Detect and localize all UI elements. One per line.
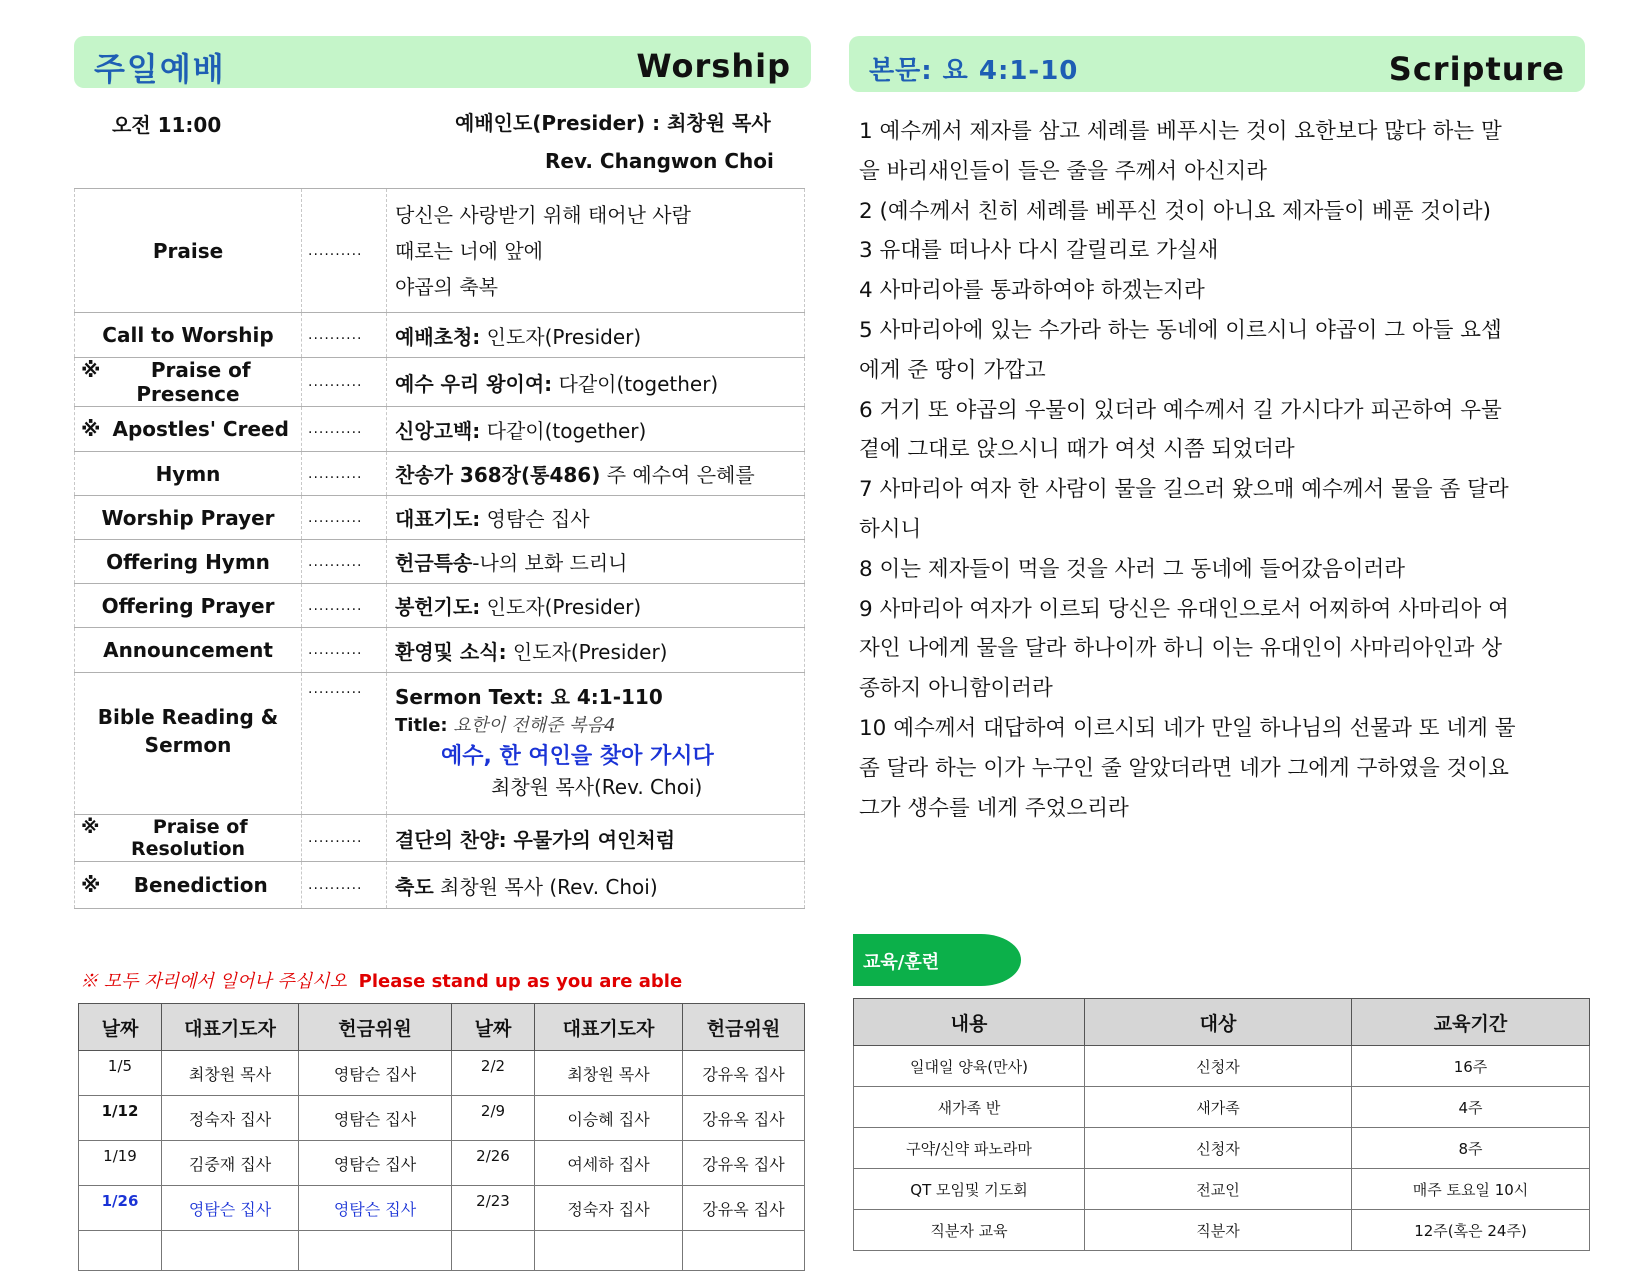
order-item-detail <box>387 358 805 407</box>
scripture-line: 4 사마리아를 통과하여야 하겠는지라 <box>859 278 1205 304</box>
worship-title-en: Worship <box>636 47 791 85</box>
sermon-series: 요한이 전해준 복음4 <box>453 715 616 736</box>
schedule-offering: 강유옥 집사 <box>683 1141 805 1186</box>
dot-leader: .......... <box>302 189 387 313</box>
schedule-date: 2/2 <box>452 1051 535 1096</box>
order-row <box>75 452 805 496</box>
scripture-line: 7 사마리아 여자 한 사람이 물을 길으러 왔으매 예수께서 물을 좀 달라 <box>859 477 1509 503</box>
education-duration: 4주 <box>1352 1087 1590 1128</box>
scripture-line: 하시니 <box>859 516 922 542</box>
scripture-line: 곁에 그대로 앉으시니 때가 여섯 시쯤 되었더라 <box>859 437 1295 463</box>
detail-text: -나의 보화 드리니 <box>472 551 628 575</box>
scripture-line: 3 유대를 떠나사 다시 갈릴리로 가실새 <box>859 238 1219 264</box>
schedule-date: 2/9 <box>452 1096 535 1141</box>
order-item-detail <box>387 540 805 584</box>
stand-mark: ※ <box>81 873 101 897</box>
education-content: 새가족 반 <box>854 1087 1085 1128</box>
order-item-label: Benediction <box>133 873 268 897</box>
order-item-name: Offering Prayer <box>75 584 302 628</box>
order-row <box>75 540 805 584</box>
scripture-title-en: Scripture <box>1388 50 1565 88</box>
stand-mark: ※ <box>81 417 101 441</box>
education-content: 구약/신약 파노라마 <box>854 1128 1085 1169</box>
order-row <box>75 862 805 909</box>
order-item-name: Call to Worship <box>75 313 302 358</box>
order-item-detail <box>387 452 805 496</box>
schedule-prayer: 최창원 목사 <box>535 1051 683 1096</box>
dot-leader: .......... <box>302 673 387 815</box>
sermon-label-line: Bible Reading & <box>97 705 279 729</box>
dot-leader: .......... <box>302 358 387 407</box>
schedule-prayer: 영탐슨 집사 <box>162 1186 299 1231</box>
order-item-name <box>75 862 302 909</box>
education-content: QT 모임및 기도회 <box>854 1169 1085 1210</box>
praise-song: 때로는 너에 앞에 <box>395 238 543 263</box>
education-table <box>853 998 1590 1251</box>
detail-bold: 헌금특송 <box>395 551 473 575</box>
stand-note-en: Please stand up as you are able <box>358 971 683 992</box>
education-duration: 12주(혹은 24주) <box>1352 1210 1590 1251</box>
detail-bold: 봉헌기도: <box>395 595 481 619</box>
schedule-prayer: 정숙자 집사 <box>535 1186 683 1231</box>
education-duration: 8주 <box>1352 1128 1590 1169</box>
schedule-prayer: 여세하 집사 <box>535 1141 683 1186</box>
detail-text: 인도자(Presider) <box>480 595 642 619</box>
order-row <box>75 407 805 452</box>
sermon-detail <box>387 673 805 815</box>
dot-leader: .......... <box>302 628 387 673</box>
schedule-offering: 강유옥 집사 <box>683 1051 805 1096</box>
education-target: 직분자 <box>1085 1210 1352 1251</box>
detail-text: 다같이(together) <box>552 371 719 396</box>
scripture-line: 1 예수께서 제자를 삼고 세례를 베푸시는 것이 요한보다 많다 하는 말 <box>859 119 1502 144</box>
education-row <box>854 1169 1590 1210</box>
order-item-name <box>75 815 302 862</box>
schedule-offering: 영탐슨 집사 <box>299 1186 452 1231</box>
education-content: 일대일 양육(만사) <box>854 1046 1085 1087</box>
detail-bold: 축도 <box>395 874 434 899</box>
scripture-line: 2 (예수께서 친히 세례를 베푸신 것이 아니요 제자들이 베푼 것이라) <box>859 198 1491 224</box>
schedule-date: 1/19 <box>79 1141 162 1186</box>
schedule-cell <box>683 1231 805 1271</box>
detail-text: 인도자(Presider) <box>480 324 642 349</box>
schedule-header: 헌금위원 <box>683 1004 805 1051</box>
order-row <box>75 584 805 628</box>
schedule-row <box>79 1141 805 1186</box>
education-row <box>854 1128 1590 1169</box>
schedule-cell <box>452 1231 535 1271</box>
title-label: Title: <box>395 715 448 736</box>
schedule-row <box>79 1096 805 1141</box>
order-of-worship-table <box>74 188 805 909</box>
schedule-date: 1/5 <box>79 1051 162 1096</box>
dot-leader: .......... <box>302 313 387 358</box>
schedule-row-empty <box>79 1231 805 1271</box>
schedule-cell <box>535 1231 683 1271</box>
schedule-prayer: 정숙자 집사 <box>162 1096 299 1141</box>
schedule-offering: 강유옥 집사 <box>683 1096 805 1141</box>
order-row <box>75 189 805 313</box>
detail-text: 인도자(Presider) <box>506 639 668 664</box>
worship-header <box>74 36 811 88</box>
schedule-header: 날짜 <box>452 1004 535 1051</box>
schedule-header: 대표기도자 <box>162 1004 299 1051</box>
schedule-offering: 영탐슨 집사 <box>299 1096 452 1141</box>
stand-note-ko: ※ 모두 자리에서 일어나 주십시오 <box>80 971 347 992</box>
education-duration: 16주 <box>1352 1046 1590 1087</box>
schedule-prayer: 이승혜 집사 <box>535 1096 683 1141</box>
education-target: 신청자 <box>1085 1128 1352 1169</box>
education-content: 직분자 교육 <box>854 1210 1085 1251</box>
order-item-name: Hymn <box>75 452 302 496</box>
scripture-line: 8 이는 제자들이 먹을 것을 사러 그 동네에 들어갔음이러라 <box>859 556 1406 582</box>
schedule-header-row <box>79 1004 805 1051</box>
detail-bold: 환영및 소식: <box>395 639 507 664</box>
order-item-detail <box>387 407 805 452</box>
service-time: 오전 11:00 <box>112 113 222 137</box>
schedule-prayer: 최창원 목사 <box>162 1051 299 1096</box>
sermon-label <box>75 673 302 815</box>
education-tab-label: 교육/훈련 <box>863 952 940 973</box>
detail-bold: 찬송가 368장(통486) <box>395 463 601 487</box>
detail-bold: 대표기도: <box>395 507 481 531</box>
scripture-line: 9 사마리아 여자가 이르되 당신은 유대인으로서 어찌하여 사마리아 여 <box>859 596 1509 622</box>
detail-bold: 예수 우리 왕이여: <box>395 371 553 396</box>
order-row <box>75 358 805 407</box>
schedule-offering: 강유옥 집사 <box>683 1186 805 1231</box>
scripture-line: 자인 나에게 물을 달라 하나이까 하니 이는 유대인이 사마리아인과 상 <box>859 636 1503 662</box>
education-row <box>854 1046 1590 1087</box>
education-target: 새가족 <box>1085 1087 1352 1128</box>
detail-text: 다같이(together) <box>480 418 647 443</box>
education-target: 신청자 <box>1085 1046 1352 1087</box>
detail-text: 영탐슨 집사 <box>480 507 590 531</box>
scripture-line: 을 바리새인들이 들은 줄을 주께서 아신지라 <box>859 158 1268 184</box>
stand-mark: ※ <box>81 358 101 382</box>
scripture-line: 좀 달라 하는 이가 누구인 줄 알았더라면 네가 그에게 구하였을 것이요 <box>859 755 1509 781</box>
order-item-name: Worship Prayer <box>75 496 302 540</box>
order-item-detail <box>387 628 805 673</box>
schedule-date: 1/12 <box>79 1096 162 1141</box>
schedule-header: 대표기도자 <box>535 1004 683 1051</box>
order-row <box>75 815 805 862</box>
sermon-text: Sermon Text: 요 4:1-110 <box>395 685 663 709</box>
scripture-line: 그가 생수를 네게 주었으리라 <box>859 795 1129 821</box>
schedule-cell <box>162 1231 299 1271</box>
schedule-row <box>79 1051 805 1096</box>
education-header: 내용 <box>854 999 1085 1046</box>
schedule-header: 날짜 <box>79 1004 162 1051</box>
education-target: 전교인 <box>1085 1169 1352 1210</box>
order-item-label: Apostles' Creed <box>112 417 289 441</box>
prayer-schedule-table <box>78 1003 805 1271</box>
dot-leader: .......... <box>302 862 387 909</box>
praise-song: 야곱의 축복 <box>395 274 498 299</box>
sermon-title-line <box>395 711 804 739</box>
schedule-prayer: 김중재 집사 <box>162 1141 299 1186</box>
scripture-line: 종하지 아니함이러라 <box>859 676 1053 702</box>
education-header-row <box>854 999 1590 1046</box>
order-item-name <box>75 358 302 407</box>
scripture-line: 5 사마리아에 있는 수가라 하는 동네에 이르시니 야곱이 그 아들 요셉 <box>859 317 1502 343</box>
order-item-detail <box>387 584 805 628</box>
education-header: 대상 <box>1085 999 1352 1046</box>
detail-text: 최창원 목사 (Rev. Choi) <box>433 874 658 899</box>
schedule-row-current <box>79 1186 805 1231</box>
education-row <box>854 1087 1590 1128</box>
presider-label: 예배인도(Presider) : 최창원 목사 <box>455 111 771 135</box>
schedule-offering: 영탐슨 집사 <box>299 1051 452 1096</box>
order-item-detail <box>387 862 805 909</box>
order-item-name: Announcement <box>75 628 302 673</box>
scripture-line: 10 예수께서 대답하여 이르시되 네가 만일 하나님의 선물과 또 네게 물 <box>859 715 1516 741</box>
dot-leader: .......... <box>302 496 387 540</box>
schedule-cell <box>79 1231 162 1271</box>
sermon-label-line: Sermon <box>144 733 232 757</box>
schedule-date: 2/23 <box>452 1186 535 1231</box>
dot-leader: .......... <box>302 540 387 584</box>
order-item-name: Offering Hymn <box>75 540 302 584</box>
detail-bold: 예배초청: <box>395 324 481 349</box>
scripture-line: 6 거기 또 야곱의 우물이 있더라 예수께서 길 가시다가 피곤하여 우물 <box>859 397 1502 423</box>
order-row <box>75 313 805 358</box>
education-duration: 매주 토요일 10시 <box>1352 1169 1590 1210</box>
education-header: 교육기간 <box>1352 999 1590 1046</box>
presider-english: Rev. Changwon Choi <box>545 149 774 173</box>
dot-leader: .......... <box>302 452 387 496</box>
education-row <box>854 1210 1590 1251</box>
schedule-header: 헌금위원 <box>299 1004 452 1051</box>
order-item-label: Praise of Presence <box>136 358 251 406</box>
scripture-line: 에게 준 땅이 가깝고 <box>859 357 1046 383</box>
schedule-cell <box>299 1231 452 1271</box>
detail-bold: 신앙고백: <box>395 418 481 443</box>
order-row <box>75 496 805 540</box>
sermon-preacher: 최창원 목사(Rev. Choi) <box>491 775 703 799</box>
praise-song: 당신은 사랑받기 위해 태어난 사람 <box>395 202 691 227</box>
dot-leader: .......... <box>302 815 387 862</box>
order-item-name: Praise <box>75 189 302 313</box>
order-row-sermon <box>75 673 805 815</box>
order-item-label: Praise of Resolution <box>130 816 248 860</box>
order-row <box>75 628 805 673</box>
dot-leader: .......... <box>302 584 387 628</box>
order-item-detail: 결단의 찬양: 우물가의 여인처럼 <box>387 815 805 862</box>
schedule-date: 2/26 <box>452 1141 535 1186</box>
schedule-offering: 영탐슨 집사 <box>299 1141 452 1186</box>
sermon-title: 예수, 한 여인을 찾아 가시다 <box>441 744 714 769</box>
order-item-detail <box>387 496 805 540</box>
scripture-text <box>859 112 1599 828</box>
stand-note <box>80 967 682 993</box>
order-item-name <box>75 407 302 452</box>
praise-songs <box>387 189 805 313</box>
scripture-title-ko: 본문: 요 4:1-10 <box>869 56 1079 86</box>
detail-text: 주 예수여 은혜를 <box>600 463 755 487</box>
stand-mark: ※ <box>81 816 100 838</box>
order-item-detail <box>387 313 805 358</box>
schedule-date: 1/26 <box>79 1186 162 1231</box>
scripture-header <box>849 36 1585 92</box>
worship-title-ko: 주일예배 <box>94 50 226 88</box>
dot-leader: .......... <box>302 407 387 452</box>
education-tab <box>853 934 1021 986</box>
